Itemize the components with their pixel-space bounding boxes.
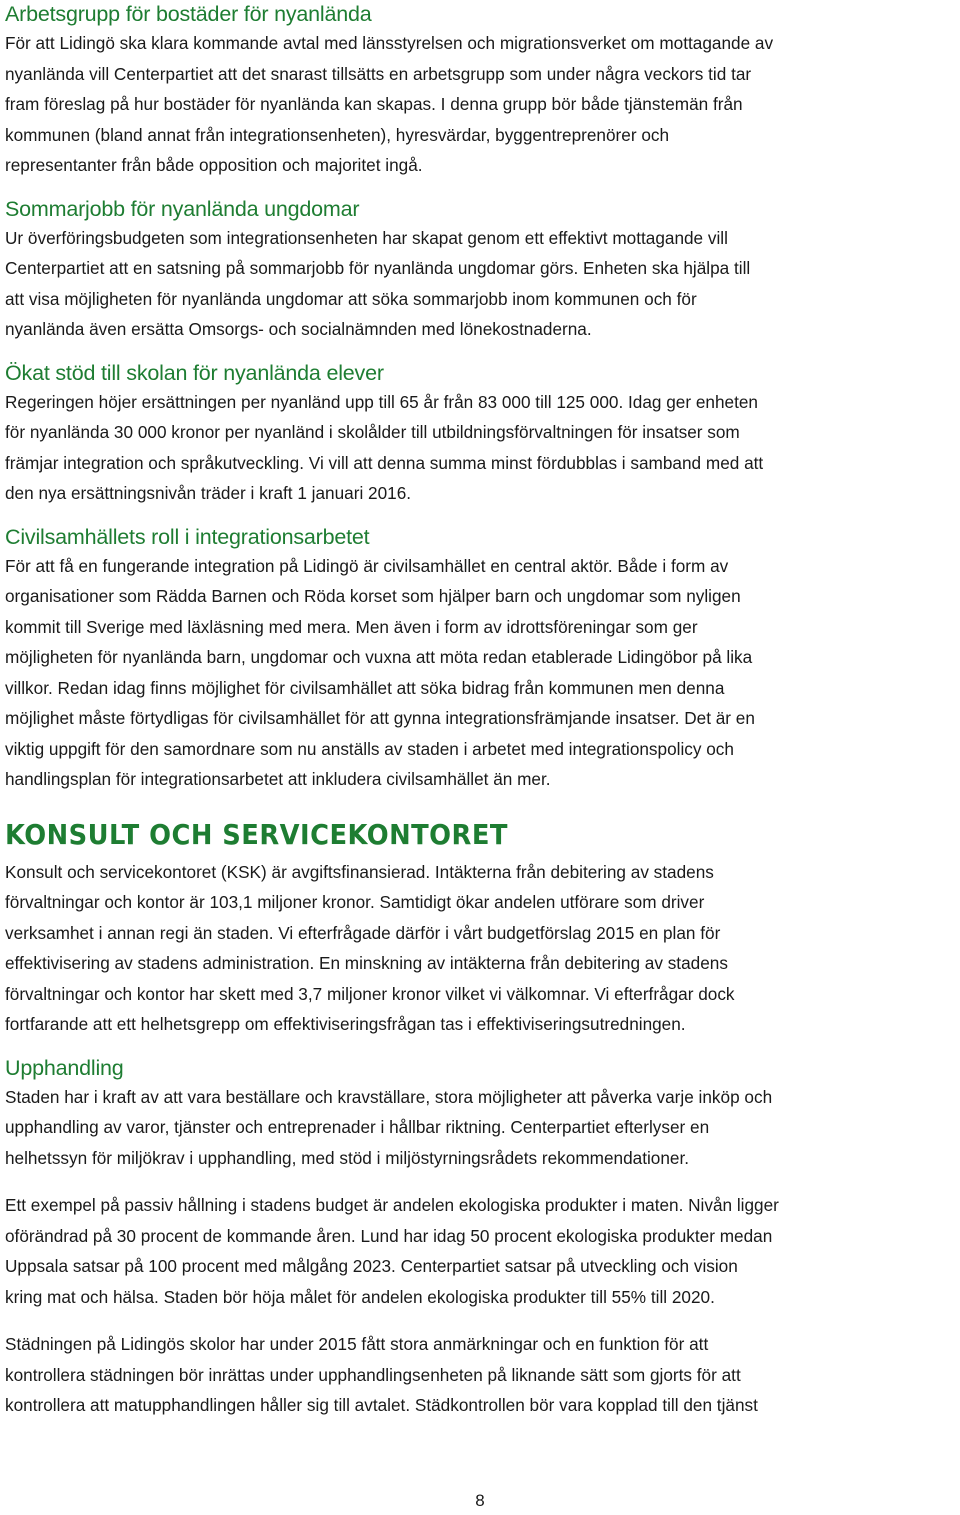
section-paragraph <box>5 223 960 345</box>
text-line: För att Lidingö ska klara kommande avtal med länsstyrelsen och migrationsverket om mottagande av <box>5 33 774 53</box>
text-line: förvaltningar och kontor är 103,1 miljoner kronor. Samtidigt ökar andelen utförare som driver <box>5 892 705 912</box>
text-line: fram föreslag på hur bostäder för nyanlända kan skapas. I denna grupp bör både tjänstemän från <box>5 94 743 114</box>
text-line: kommunen (bland annat från integrationsenheten), hyresvärdar, byggentreprenörer och <box>5 124 670 145</box>
section-heading: Arbetsgrupp för bostäder för nyanlända <box>5 2 372 26</box>
text-line: den nya ersättningsnivån träder i kraft 1 januari 2016. <box>5 483 412 503</box>
text-line: viktig uppgift för den samordnare som nu anställs av staden i arbetet med integrationspolicy och <box>5 738 734 759</box>
text-line: Staden har i kraft av att vara beställare och kravställare, stora möjligheter att påverka varje inköp och <box>5 1086 773 1107</box>
section-paragraph <box>5 857 960 1040</box>
text-line: Konsult och servicekontoret (KSK) är avgiftsfinansierad. Intäkterna från debitering av stadens <box>5 861 714 882</box>
section-paragraph <box>5 1329 960 1421</box>
page-number: 8 <box>475 1491 485 1510</box>
text-line: kommit till Sverige med läxläsning med mera. Men även i form av idrottsföreningar som ger <box>5 616 698 637</box>
text-line: effektivisering av stadens administration. En minskning av intäkterna från debitering av stadens <box>5 953 728 973</box>
text-line: nyanlända även ersätta Omsorgs- och socialnämnden med lönekostnaderna. <box>5 319 592 339</box>
text-line: kontrollera att matupphandlingen håller sig till avtalet. Städkontrollen bör vara kopplad till den tjänst <box>5 1395 758 1415</box>
section-paragraph <box>5 387 960 509</box>
section-upphandling <box>5 1054 960 1421</box>
section-civilsamhalle <box>5 523 960 795</box>
text-line: representanter från både opposition och majoritet ingå. <box>5 155 423 175</box>
text-line: främjar integration och språkutveckling. Vi vill att denna summa minst fördubblas i samband med att <box>5 452 764 473</box>
text-line: kring mat och hälsa. Staden bör höja målet för andelen ekologiska produkter till 55% till 2020. <box>5 1286 715 1307</box>
text-line: helhetssyn för miljökrav i upphandling, med stöd i miljöstyrningsrådets rekommendationer. <box>5 1147 690 1168</box>
section-paragraph <box>5 1190 960 1312</box>
section-ksk <box>5 817 960 1040</box>
text-line: Uppsala satsar på 100 procent med målgång 2023. Centerpartiet satsar på utveckling och vision <box>5 1256 738 1276</box>
text-line: verksamhet i annan regi än staden. Vi efterfrågade därför i vårt budgetförslag 2015 en plan för <box>5 922 721 943</box>
text-line: För att få en fungerande integration på Lidingö är civilsamhället en central aktör. Både i form av <box>5 555 729 576</box>
text-line: förvaltningar och kontor har skett med 3,7 miljoner kronor vilket vi välkomnar. Vi efterfrågar dock <box>5 983 735 1004</box>
text-line: Centerpartiet att en satsning på sommarjobb för nyanlända ungdomar görs. Enheten ska hjälpa till <box>5 258 751 278</box>
section-heading: Sommarjobb för nyanlända ungdomar <box>5 196 360 221</box>
text-line: organisationer som Rädda Barnen och Röda korset som hjälper barn och ungdomar som nyligen <box>5 586 741 606</box>
section-heading: Civilsamhällets roll i integrationsarbetet <box>5 524 370 549</box>
section-paragraph <box>5 551 960 795</box>
text-line: Ett exempel på passiv hållning i stadens budget är andelen ekologiska produkter i maten. Nivån ligger <box>5 1195 779 1215</box>
section-heading: Ökat stöd till skolan för nyanlända elever <box>5 360 384 385</box>
text-line: Ur överföringsbudgeten som integrationsenheten har skapat genom ett effektivt mottagande vill <box>5 227 728 248</box>
text-line: för nyanlända 30 000 kronor per nyanländ i skolålder till utbildningsförvaltningen för insatser som <box>5 422 740 442</box>
text-line: kontrollera städningen bör inrättas under upphandlingsenheten på liknande sätt som gjorts för att <box>5 1364 741 1385</box>
text-line: Städningen på Lidingös skolor har under 2015 fått stora anmärkningar och en funktion för att <box>5 1334 709 1354</box>
text-line: villkor. Redan idag finns möjlighet för civilsamhället att söka bidrag från kommunen men denna <box>5 677 725 698</box>
text-line: nyanlända vill Centerpartiet att det snarast tillsätts en arbetsgrupp som under några veckors tid tar <box>5 63 752 84</box>
text-line: möjlighet måste förtydligas för civilsamhället för att gynna integrationsfrämjande insatser. Det är en <box>5 708 755 728</box>
chapter-heading: KONSULT OCH SERVICEKONTORET <box>5 817 508 851</box>
text-line: att visa möjligheten för nyanlända ungdomar att söka sommarjobb inom kommunen och för <box>5 288 697 309</box>
text-line: fortfarande att ett helhetsgrepp om effektiviseringsfrågan tas i effektiviseringsutredningen. <box>5 1014 686 1034</box>
text-line: oförändrad på 30 procent de kommande åren. Lund har idag 50 procent ekologiska produkter medan <box>5 1225 773 1246</box>
section-paragraph <box>5 28 960 181</box>
section-bostader <box>5 0 960 181</box>
section-paragraph <box>5 1082 960 1174</box>
text-line: handlingsplan för integrationsarbetet att inkludera civilsamhället än mer. <box>5 769 551 789</box>
section-sommarjobb <box>5 195 960 345</box>
text-line: möjligheten för nyanlända barn, ungdomar och vuxna att möta redan etablerade Lidingöbor på lika <box>5 647 753 667</box>
section-heading: Upphandling <box>5 1055 124 1080</box>
text-line: upphandling av varor, tjänster och entreprenader i hållbar riktning. Centerpartiet efterlyser en <box>5 1117 710 1137</box>
text-line: Regeringen höjer ersättningen per nyanländ upp till 65 år från 83 000 till 125 000. Idag ger enheten <box>5 391 758 412</box>
section-skolan <box>5 359 960 509</box>
